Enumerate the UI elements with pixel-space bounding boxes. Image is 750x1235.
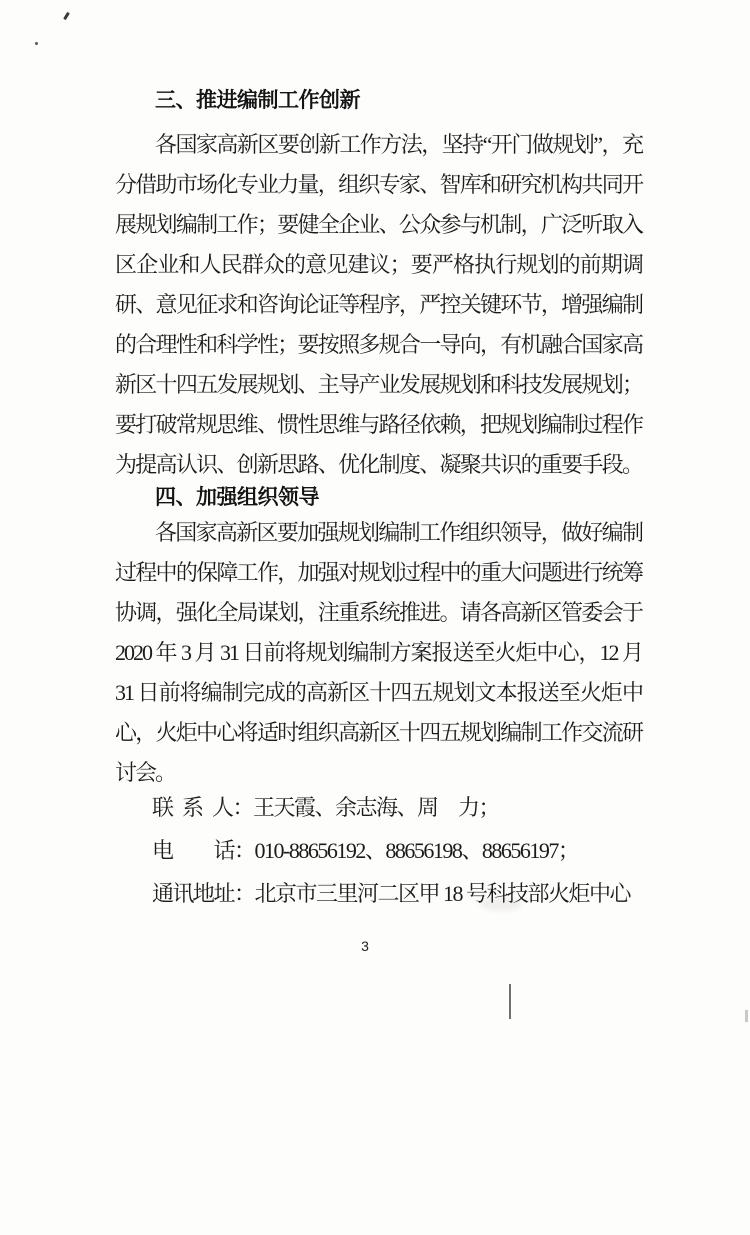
body-line: 为提高认识、创新思路、优化制度、凝聚共识的重要手段。 bbox=[115, 452, 642, 477]
body-line: 讨会。 bbox=[115, 760, 176, 785]
contact-block bbox=[152, 786, 630, 915]
body-line: 新区十四五发展规划、主导产业发展规划和科技发展规划； bbox=[115, 372, 642, 397]
section-4-paragraph bbox=[115, 513, 642, 793]
body-line: 研、意见征求和咨询论证等程序，严控关键环节，增强编制 bbox=[115, 292, 642, 317]
scan-edge-mark bbox=[745, 1010, 748, 1022]
body-line: 的合理性和科学性；要按照多规合一导向，有机融合国家高 bbox=[115, 332, 642, 357]
contact-phone-line: 电 话：010-88656192、88656198、88656197； bbox=[152, 838, 579, 863]
page-number: 3 bbox=[361, 938, 369, 954]
body-line: 展规划编制工作；要健全企业、公众参与机制，广泛听取入 bbox=[115, 212, 642, 237]
contact-person-line: 联 系 人：王天霞、余志海、周 力； bbox=[152, 795, 500, 820]
body-line: 区企业和人民群众的意见建议；要严格执行规划的前期调 bbox=[115, 252, 642, 277]
scan-speck-icon bbox=[35, 42, 38, 45]
scan-speck-icon bbox=[63, 12, 70, 20]
section-heading-3: 三、推进编制工作创新 bbox=[155, 89, 360, 112]
body-line: 各国家高新区要加强规划编制工作组织领导，做好编制 bbox=[155, 520, 642, 545]
section-3-paragraph bbox=[115, 125, 642, 485]
body-line: 过程中的保障工作，加强对规划过程中的重大问题进行统筹 bbox=[115, 560, 642, 585]
body-line: 要打破常规思维、惯性思维与路径依赖，把规划编制过程作 bbox=[115, 412, 642, 437]
section-heading-4: 四、加强组织领导 bbox=[155, 486, 319, 509]
body-line: 分借助市场化专业力量，组织专家、智库和研究机构共同开 bbox=[115, 172, 642, 197]
body-line: 心，火炬中心将适时组织高新区十四五规划编制工作交流研 bbox=[115, 720, 642, 745]
contact-address-line: 通讯地址：北京市三里河二区甲 18 号科技部火炬中心 bbox=[152, 881, 631, 906]
body-line: 协调，强化全局谋划，注重系统推进。请各高新区管委会于 bbox=[115, 600, 642, 625]
body-line: 2020 年 3 月 31 日前将规划编制方案报送至火炬中心，12 月 bbox=[115, 640, 642, 665]
scan-vertical-line bbox=[509, 984, 511, 1019]
body-line: 各国家高新区要创新工作方法，坚持“开门做规划”，充 bbox=[155, 132, 642, 157]
body-line: 31 日前将编制完成的高新区十四五规划文本报送至火炬中 bbox=[115, 680, 642, 705]
